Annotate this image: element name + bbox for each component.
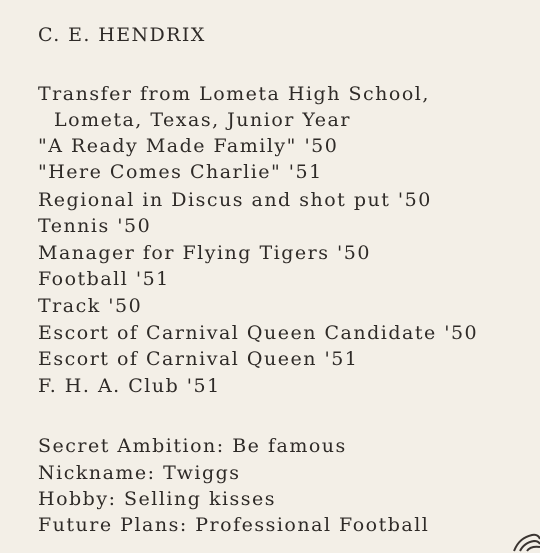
- activity-line: Manager for Flying Tigers '50: [38, 242, 371, 264]
- secret-ambition: Secret Ambition: Be famous: [38, 435, 347, 457]
- nickname: Nickname: Twiggs: [38, 462, 241, 484]
- activity-line: Transfer from Lometa High School,: [38, 83, 430, 105]
- activity-line: Escort of Carnival Queen '51: [38, 348, 359, 370]
- activity-line: Lometa, Texas, Junior Year: [54, 109, 351, 131]
- activity-line: Tennis '50: [38, 215, 152, 237]
- student-name: C. E. HENDRIX: [38, 24, 206, 46]
- future-plans: Future Plans: Professional Football: [38, 514, 430, 536]
- hobby: Hobby: Selling kisses: [38, 488, 277, 510]
- corner-ornament-icon: [510, 527, 540, 553]
- activity-line: "Here Comes Charlie" '51: [38, 161, 323, 183]
- activity-line: Escort of Carnival Queen Candidate '50: [38, 322, 479, 344]
- activity-line: Football '51: [38, 268, 170, 290]
- activity-line: Regional in Discus and shot put '50: [38, 189, 432, 211]
- activity-line: F. H. A. Club '51: [38, 375, 221, 397]
- activity-line: Track '50: [38, 295, 143, 317]
- activity-line: "A Ready Made Family" '50: [38, 135, 339, 157]
